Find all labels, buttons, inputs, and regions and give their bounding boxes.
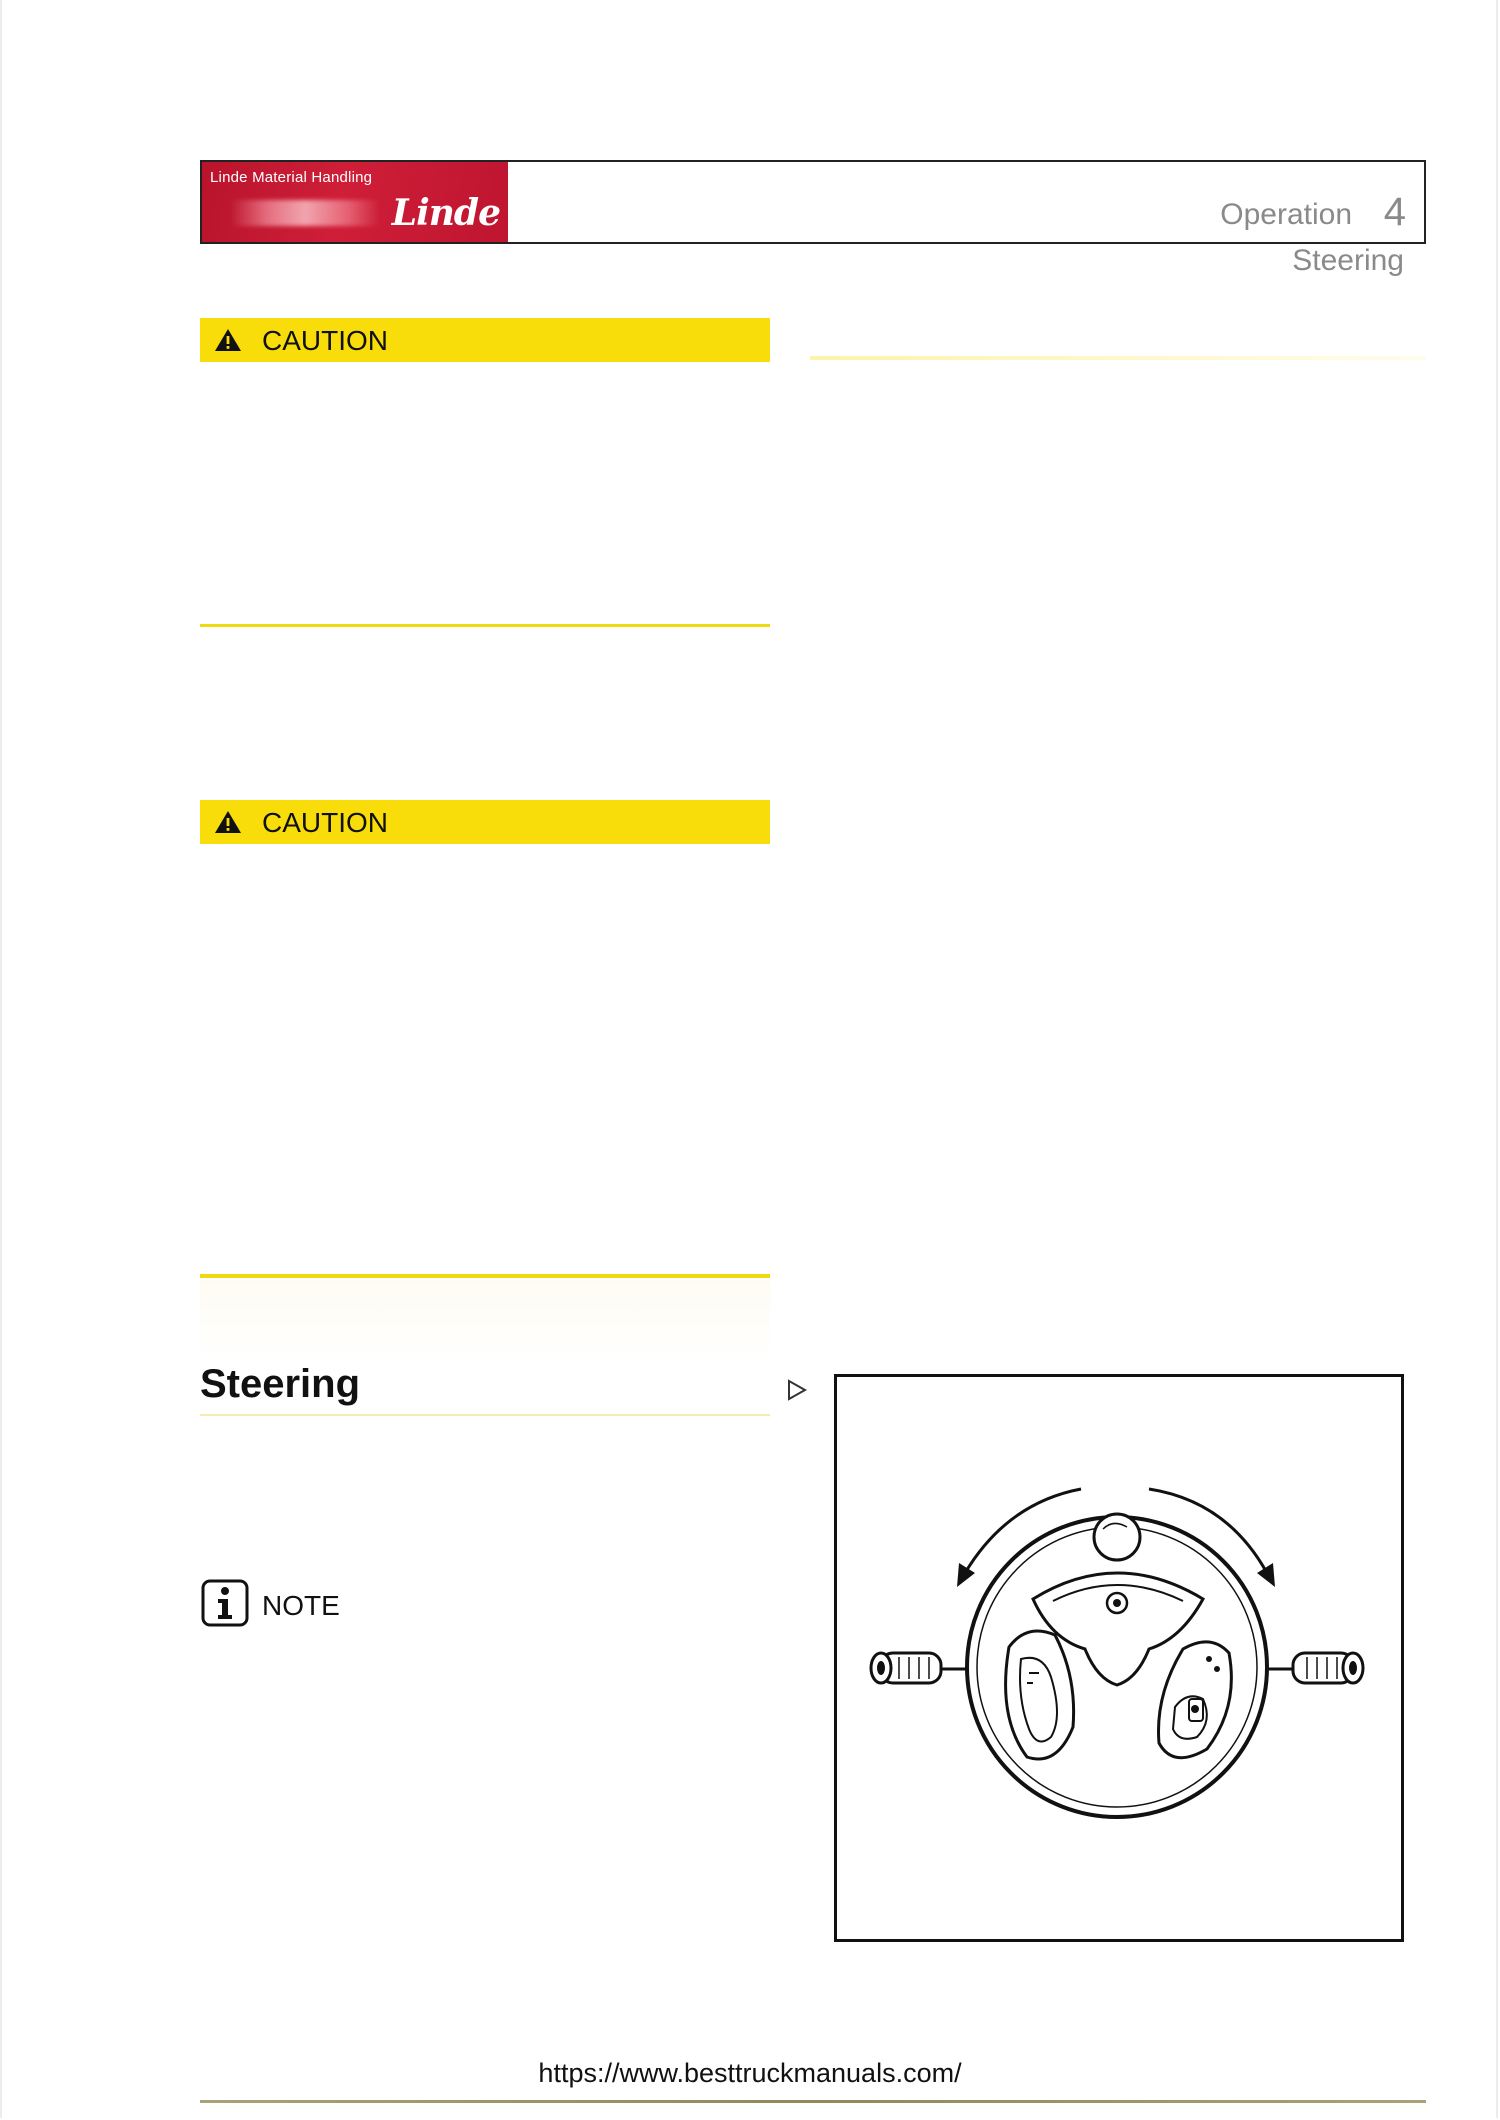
- logo-blur-mark: [230, 200, 380, 226]
- steering-wheel-illustration: [837, 1377, 1401, 1939]
- section-heading: Steering: [200, 1362, 361, 1406]
- caution-end-rule: [200, 624, 770, 627]
- brand-wordmark: Linde: [391, 192, 500, 234]
- info-icon: [200, 1578, 250, 1628]
- header-chapter-number: 4: [1383, 190, 1406, 234]
- spinner-knob-icon: [1094, 1514, 1140, 1560]
- arrow-head-left-icon: [957, 1563, 975, 1587]
- caution-banner: [200, 800, 770, 844]
- caution-end-rule: [200, 1274, 770, 1278]
- warning-triangle-icon: [214, 809, 242, 835]
- warning-triangle-icon: [214, 327, 242, 353]
- caution-label: CAUTION: [262, 325, 388, 356]
- arrow-head-right-icon: [1257, 1563, 1275, 1587]
- page-header: [200, 160, 1426, 244]
- shade-band: [200, 1280, 770, 1360]
- heading-rule: [200, 1414, 770, 1416]
- header-subsection-title: Steering: [1292, 244, 1404, 277]
- note-label: NOTE: [262, 1590, 340, 1621]
- footer-url: https://www.besttruckmanuals.com/: [538, 2058, 962, 2088]
- brand-tagline: Linde Material Handling: [210, 169, 373, 186]
- triangle-pointer-icon: [786, 1378, 808, 1402]
- footer-rule: [200, 2100, 1426, 2103]
- steering-wheel-figure: [834, 1374, 1404, 1942]
- caution-label: CAUTION: [262, 807, 388, 838]
- linde-logo: [202, 162, 508, 242]
- header-section-title: Operation: [1220, 198, 1352, 231]
- faint-divider: [810, 356, 1426, 360]
- caution-banner: [200, 318, 770, 362]
